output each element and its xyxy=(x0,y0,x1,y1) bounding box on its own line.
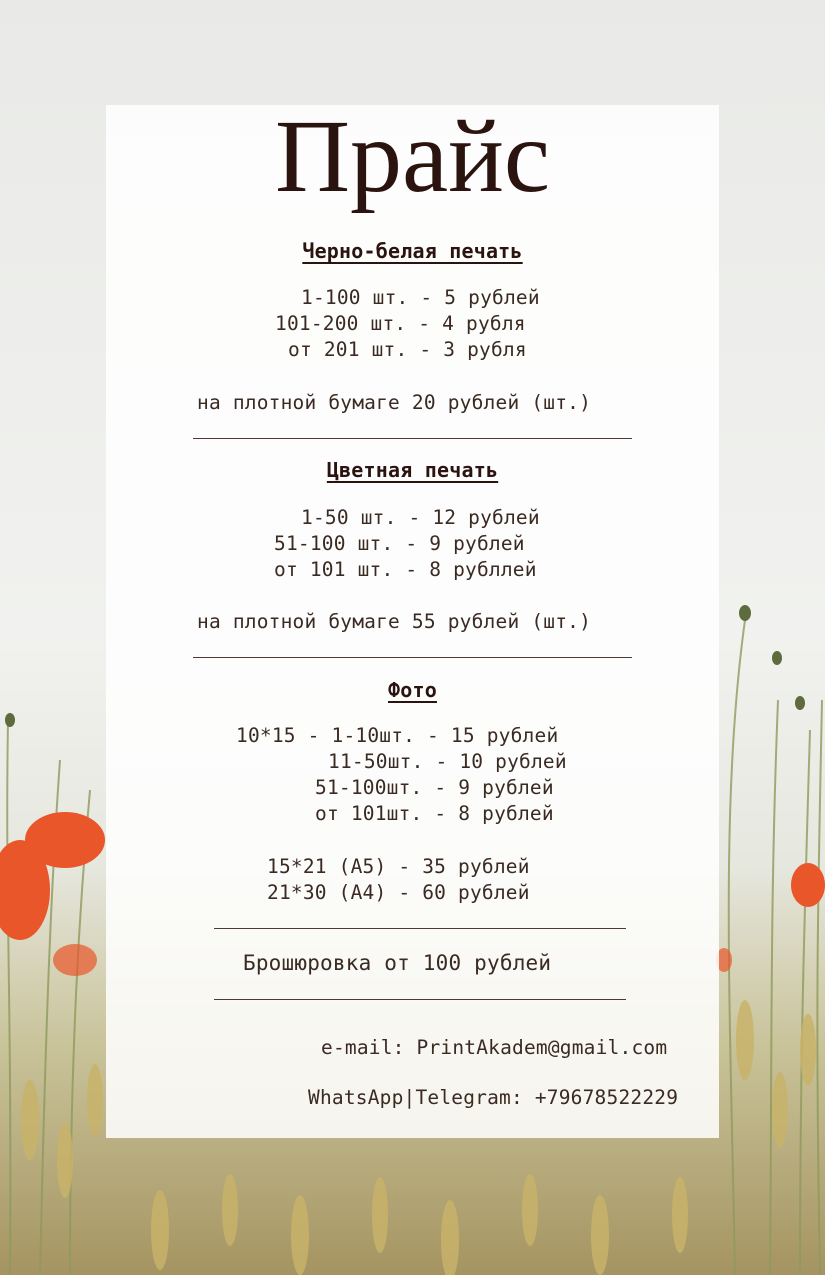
photo-a4-price: 21*30 (А4) - 60 рублей xyxy=(267,881,530,904)
contact-email[interactable]: e-mail: PrintAkadem@gmail.com xyxy=(321,1036,668,1059)
color-thick-paper-price: на плотной бумаге 55 рублей (шт.) xyxy=(197,610,592,633)
photo-price-line: 11-50шт. - 10 рублей xyxy=(328,750,567,773)
color-price-line: 51-100 шт. - 9 рублей xyxy=(274,532,525,555)
divider xyxy=(193,657,632,658)
photo-a5-price: 15*21 (А5) - 35 рублей xyxy=(267,855,530,878)
bw-price-line: от 201 шт. - 3 рубля xyxy=(288,338,527,361)
divider xyxy=(214,999,626,1000)
photo-price-line: от 101шт. - 8 рублей xyxy=(315,802,554,825)
photo-price-line: 51-100шт. - 9 рублей xyxy=(315,776,554,799)
contact-messengers[interactable]: WhatsApp|Telegram: +79678522229 xyxy=(308,1086,679,1109)
bw-price-line: 101-200 шт. - 4 рубля xyxy=(275,312,526,335)
divider xyxy=(193,438,632,439)
color-heading: Цветная печать xyxy=(326,458,499,482)
color-price-line: от 101 шт. - 8 рубллей xyxy=(274,558,537,581)
bw-thick-paper-price: на плотной бумаге 20 рублей (шт.) xyxy=(197,391,592,414)
bw-heading: Черно-белая печать xyxy=(302,239,523,263)
photo-price-line: 10*15 - 1-10шт. - 15 рублей xyxy=(236,724,559,747)
color-price-line: 1-50 шт. - 12 рублей xyxy=(301,506,540,529)
photo-heading: Фото xyxy=(388,678,437,702)
divider xyxy=(214,928,626,929)
page-title: Прайс xyxy=(274,99,551,214)
binding-price: Брошюровка от 100 рублей xyxy=(243,951,552,975)
bw-price-line: 1-100 шт. - 5 рублей xyxy=(301,286,540,309)
